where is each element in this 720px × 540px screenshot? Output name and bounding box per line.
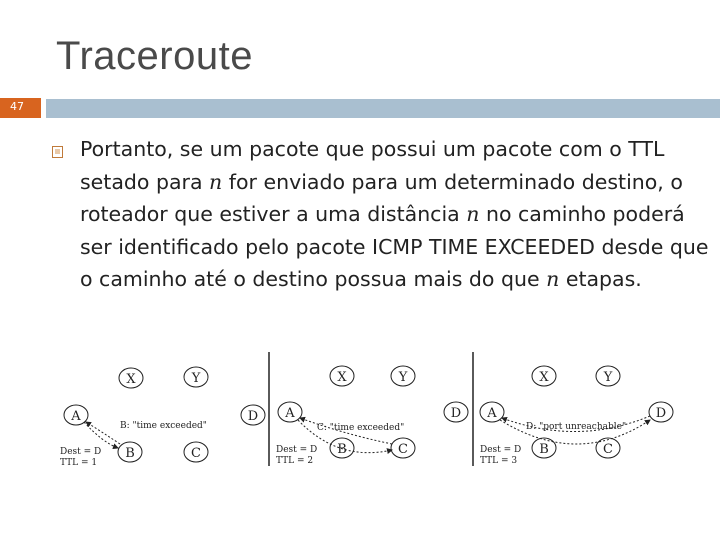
ttl-label: TTL = 1 xyxy=(60,458,98,468)
dest-label: Dest = D xyxy=(60,447,102,457)
bullet-text-4: etapas. xyxy=(559,267,642,291)
dest-label: Dest = D xyxy=(480,445,522,455)
variable-n-2: n xyxy=(466,202,480,226)
message-label: D: "port unreachable" xyxy=(526,422,627,432)
node-d: D xyxy=(247,409,259,424)
dest-label: Dest = D xyxy=(276,445,318,455)
node-y: Y xyxy=(191,371,201,386)
bullet-text-1: Portanto, se um pacote que possui um pacote com o TTL setado para xyxy=(80,137,665,194)
node-c: C xyxy=(398,442,408,457)
node-y: Y xyxy=(398,370,408,385)
diagram-panel-3 xyxy=(480,366,673,466)
reply-arrow xyxy=(86,422,120,444)
node-x: X xyxy=(337,370,347,385)
node-a: A xyxy=(285,406,295,421)
variable-n-3: n xyxy=(546,267,560,291)
slide-number: 47 xyxy=(10,100,24,113)
node-c: C xyxy=(191,446,201,461)
node-b: B xyxy=(539,442,549,457)
ttl-label: TTL = 3 xyxy=(480,456,518,466)
slide-number-badge xyxy=(0,98,41,118)
node-b: B xyxy=(125,446,135,461)
node-c: C xyxy=(603,442,613,457)
bullet-paragraph xyxy=(80,133,710,296)
ttl-label: TTL = 2 xyxy=(276,456,314,466)
node-a: A xyxy=(487,406,497,421)
diagram-panel-1 xyxy=(60,367,265,468)
node-a: A xyxy=(71,409,81,424)
message-label: B: "time exceeded" xyxy=(120,421,207,431)
node-d: D xyxy=(655,406,667,421)
message-label: C: "time exceeded" xyxy=(317,423,405,433)
bullet-text-3: no caminho poderá ser identificado pelo pacote ICMP TIME EXCEEDED desde que o caminho até o destino possua mais do que xyxy=(80,202,709,291)
variable-n-1: n xyxy=(209,169,223,194)
node-b: B xyxy=(337,442,347,457)
bullet-text-2: for enviado para um determinado destino, o roteador que estiver a uma distância xyxy=(80,169,683,226)
traceroute-diagram xyxy=(58,350,678,468)
slide-title: Traceroute xyxy=(56,34,253,78)
node-x: X xyxy=(539,370,549,385)
bullet-icon xyxy=(52,146,63,158)
node-x: X xyxy=(126,372,136,387)
diagram-panel-2 xyxy=(276,366,468,466)
node-d: D xyxy=(450,406,462,421)
probe-arrow xyxy=(84,422,118,448)
node-y: Y xyxy=(603,370,613,385)
header-accent-bar xyxy=(46,99,720,118)
